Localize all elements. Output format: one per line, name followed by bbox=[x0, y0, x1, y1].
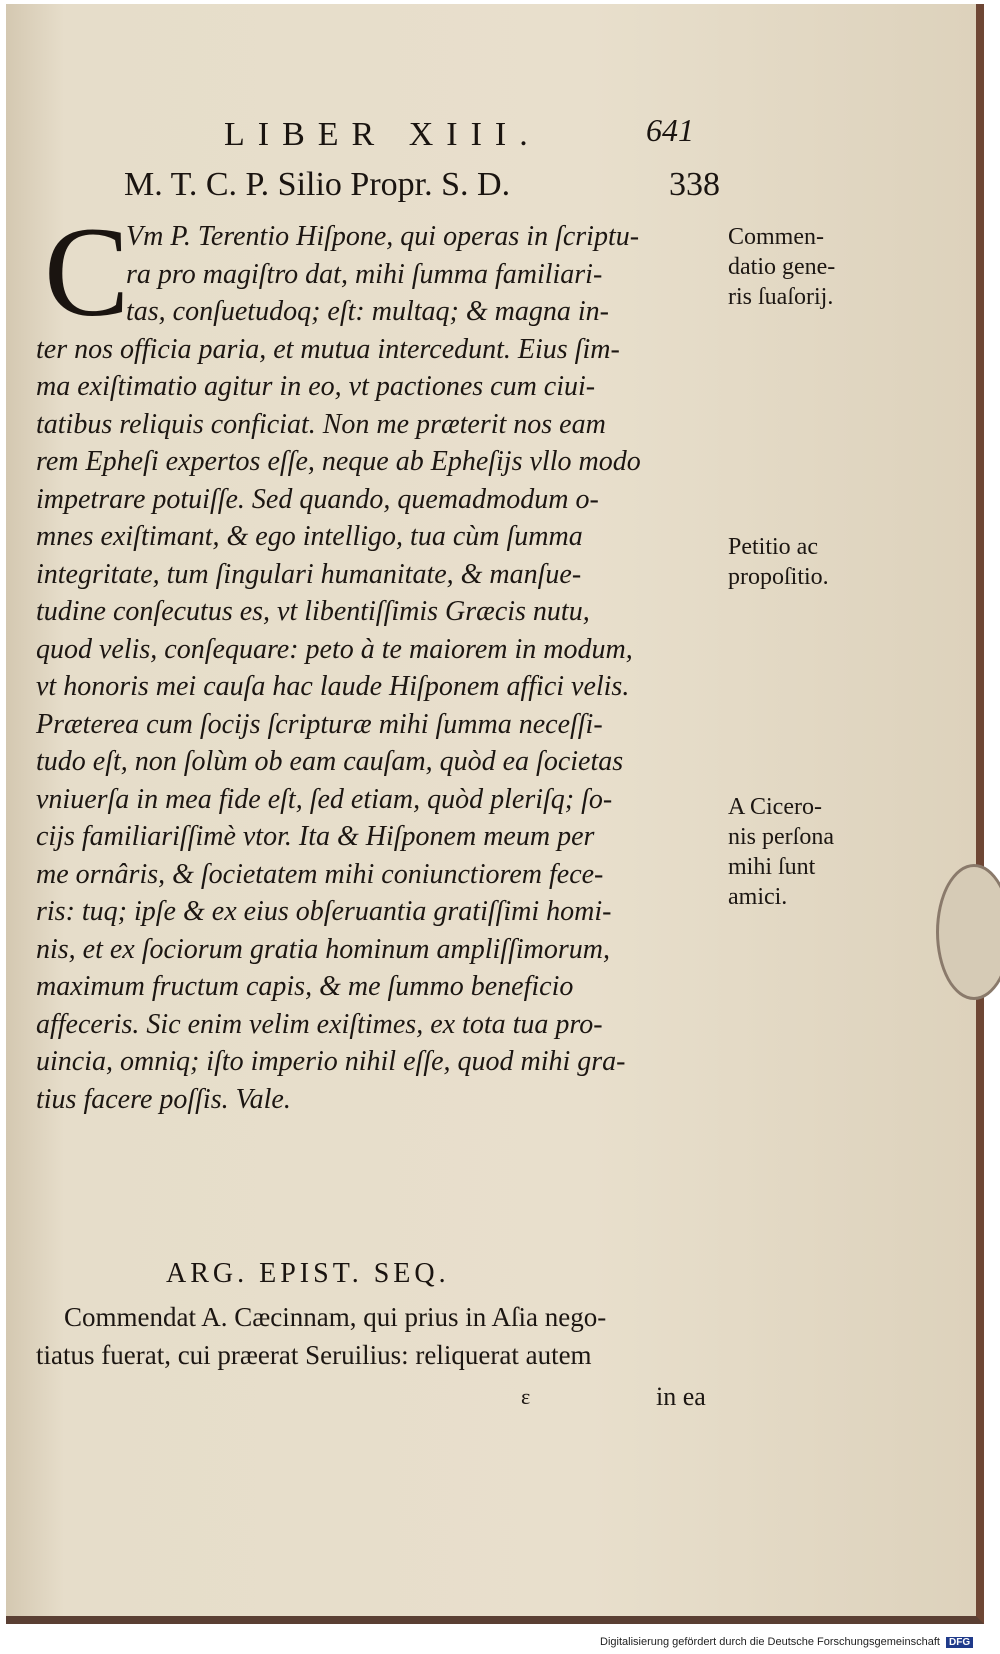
argument-line: Commendat A. Cæcinnam, qui prius in Aſia nego- bbox=[64, 1302, 607, 1332]
argument-line: tiatus fuerat, cui præerat Seruilius: reliquerat autem bbox=[36, 1340, 592, 1370]
salutation bbox=[124, 166, 734, 204]
letter-line: cijs familiariſſimè vtor. Ita & Hiſponem meum per bbox=[36, 821, 595, 852]
margin-note-line: datio gene- bbox=[728, 254, 836, 280]
letter-line: tudo eſt, non ſolùm ob eam cauſam, quòd ea ſocietas bbox=[36, 746, 624, 777]
letter-line: maximum fructum capis, & me ſummo beneficio bbox=[36, 971, 574, 1002]
letter-line: affeceris. Sic enim velim exiſtimes, ex tota tua pro- bbox=[36, 1008, 603, 1040]
running-head: LIBER XIII. bbox=[224, 116, 541, 153]
margin-note-line: amici. bbox=[728, 884, 788, 910]
margin-note-commendatio bbox=[728, 222, 868, 312]
margin-note-line: Petitio ac bbox=[728, 534, 818, 560]
letter-line: tius facere poſſis. Vale. bbox=[36, 1083, 291, 1115]
letter-line: vniuerſa in mea fide eſt, ſed etiam, quòd pleriſq; ſo- bbox=[36, 783, 613, 815]
margin-note-line: Commen- bbox=[728, 224, 824, 250]
letter-line: impetrare potuiſſe. Sed quando, quemadmodum o- bbox=[36, 483, 599, 515]
letter-line: tatibus reliquis conficiat. Non me præterit nos eam bbox=[36, 408, 606, 440]
letter-line: ra pro magiſtro dat, mihi ſumma familiari- bbox=[126, 258, 603, 290]
letter-line: quod velis, conſequare: peto à te maiorem in modum, bbox=[36, 633, 633, 665]
letter-line: me ornâris, & ſocietatem mihi coniunctiorem fece- bbox=[36, 858, 604, 890]
letter-body bbox=[36, 218, 726, 1118]
book-page bbox=[6, 4, 984, 1624]
signature-mark: ɛ bbox=[521, 1384, 531, 1409]
argument-heading: ARG. EPIST. SEQ. bbox=[166, 1258, 450, 1289]
margin-note-petitio bbox=[728, 532, 868, 592]
credit-text: Digitalisierung gefördert durch die Deutsche Forschungsgemeinschaft bbox=[600, 1636, 940, 1648]
margin-note-line: mihi ſunt bbox=[728, 854, 816, 880]
dfg-logo: DFG bbox=[946, 1637, 973, 1648]
digitization-credit bbox=[600, 1636, 973, 1648]
argument-text bbox=[36, 1298, 726, 1374]
letter-line: ma exiſtimatio agitur in eo, vt pactiones cum ciui- bbox=[36, 371, 596, 402]
letter-line: vt honoris mei cauſa hac laude Hiſponem affici velis. bbox=[36, 671, 630, 702]
letter-line: ris: tuq; ipſe & ex eius obſeruantia gratiſſimi homi- bbox=[36, 896, 612, 927]
margin-note-line: A Cicero- bbox=[728, 794, 822, 820]
letter-line: integritate, tum ſingulari humanitate, & manſue- bbox=[36, 558, 582, 590]
letter-line: ter nos officia paria, et mutua intercedunt. Eius ſim- bbox=[36, 333, 620, 365]
margin-note-line: propoſitio. bbox=[728, 564, 829, 590]
drop-capital: C bbox=[44, 201, 130, 343]
margin-note-line: nis perſona bbox=[728, 824, 834, 850]
letter-line: nis, et ex ſociorum gratia hominum ampliſſimorum, bbox=[36, 933, 610, 965]
margin-note-line: ris ſuaſorij. bbox=[728, 284, 834, 310]
letter-line: tas, conſuetudoq; eſt: multaq; & magna in- bbox=[126, 296, 609, 327]
letter-line: uincia, omniq; iſto imperio nihil eſſe, quod mihi gra- bbox=[36, 1046, 626, 1077]
letter-line: Vm P. Terentio Hiſpone, qui operas in ſcriptu- bbox=[126, 221, 640, 252]
letter-line: tudine conſecutus es, vt libentiſſimis Græcis nutu, bbox=[36, 596, 590, 627]
letter-line: rem Epheſi expertos eſſe, neque ab Epheſijs vllo modo bbox=[36, 446, 641, 477]
salutation-text: M. T. C. P. Silio Propr. S. D. bbox=[124, 166, 511, 203]
letter-line: Præterea cum ſocijs ſcripturæ mihi ſumma neceſſi- bbox=[36, 708, 603, 740]
epistle-number: 338 bbox=[669, 166, 720, 203]
letter-line: mnes exiſtimant, & ego intelligo, tua cùm ſumma bbox=[36, 521, 583, 552]
page-number: 641 bbox=[646, 112, 694, 148]
catchword: in ea bbox=[656, 1382, 706, 1411]
margin-note-persona bbox=[728, 792, 868, 912]
